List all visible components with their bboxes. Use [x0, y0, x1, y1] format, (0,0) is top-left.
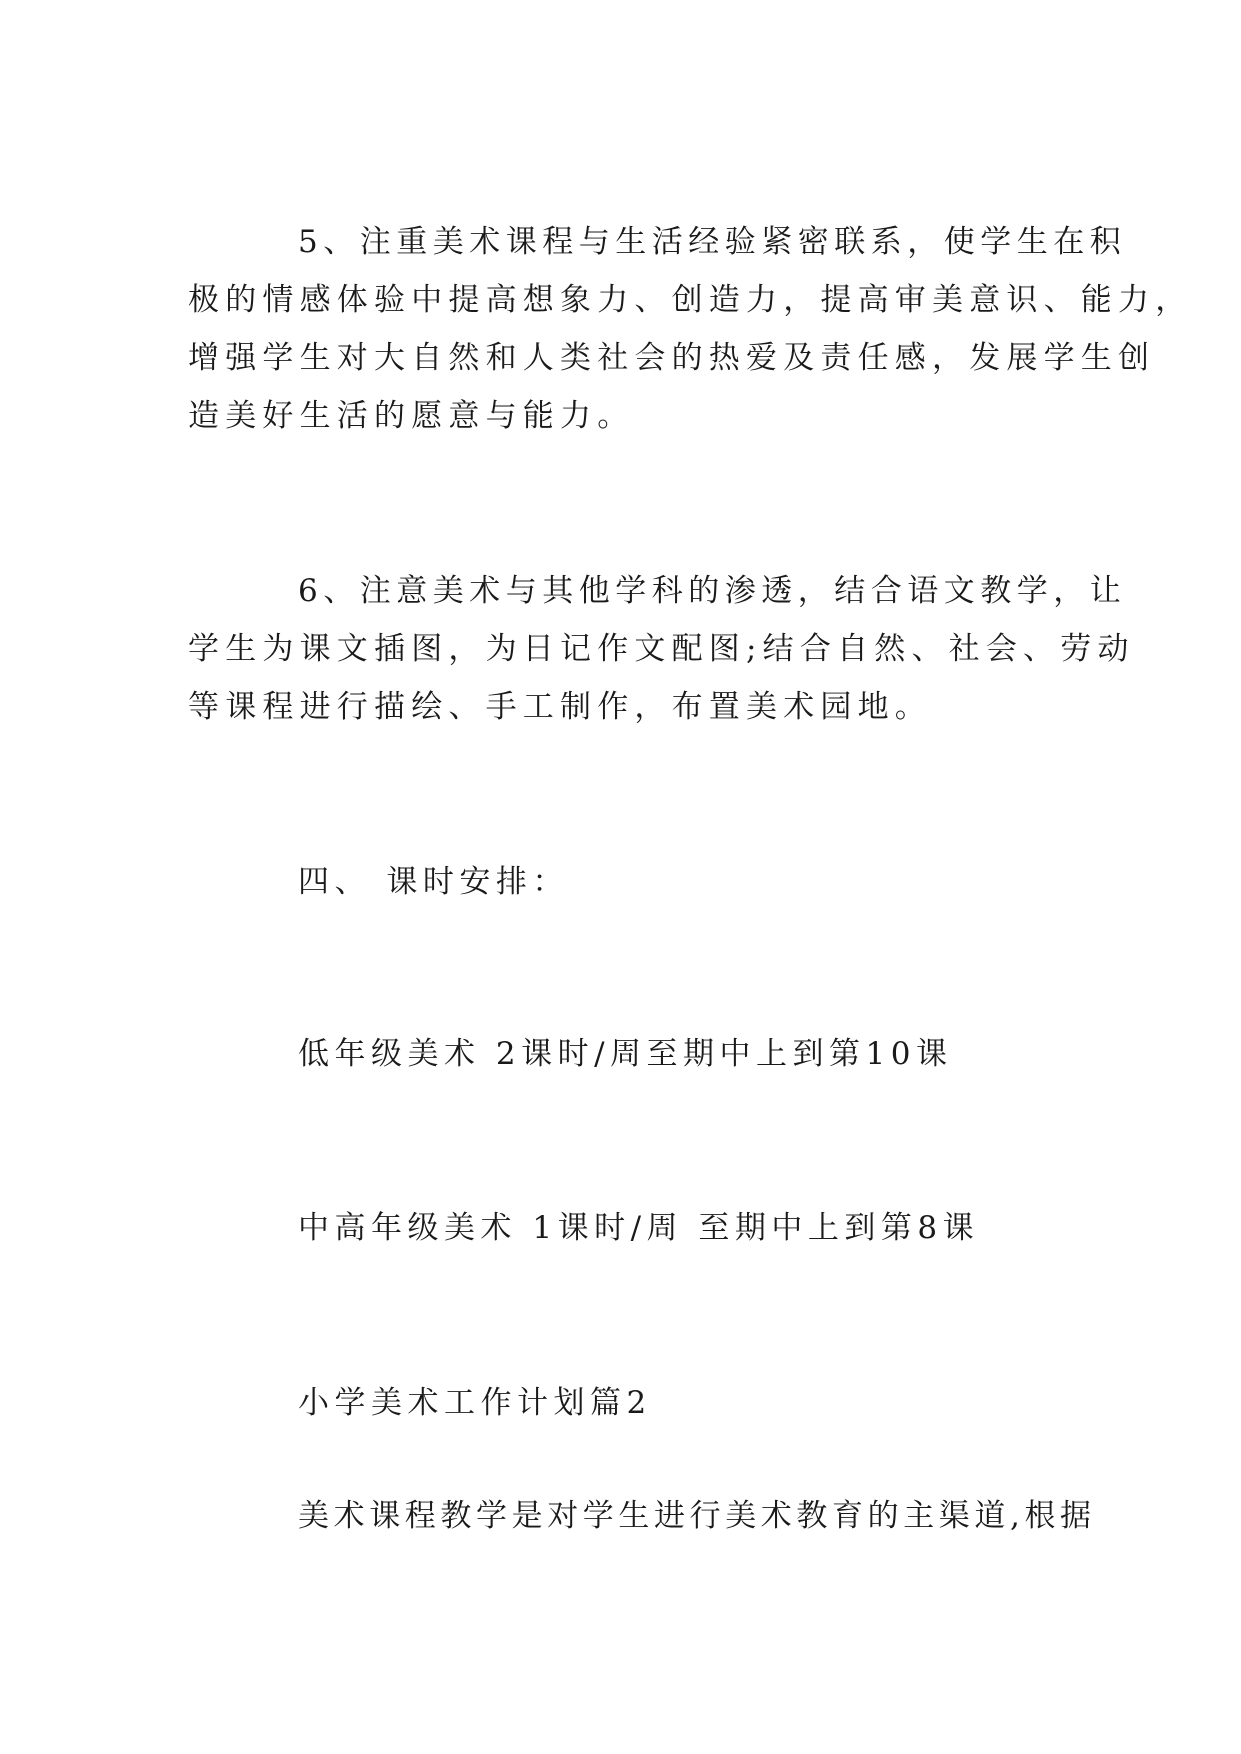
schedule-mid-high-grade: 中高年级美术 1课时/周 至期中上到第8课: [298, 1210, 980, 1246]
paragraph-6-line-1: 6、注意美术与其他学科的渗透，结合语文教学，让: [298, 573, 1127, 609]
article-title: 小学美术工作计划篇2: [298, 1385, 652, 1421]
paragraph-5-line-1: 5、注重美术课程与生活经验紧密联系，使学生在积: [298, 224, 1127, 260]
paragraph-6-line-3: 等课程进行描绘、手工制作，布置美术园地。: [188, 689, 932, 725]
paragraph-5-line-4: 造美好生活的愿意与能力。: [188, 398, 635, 434]
paragraph-6-line-2: 学生为课文插图，为日记作文配图;结合自然、社会、劳动: [188, 631, 1135, 667]
paragraph-5-line-3: 增强学生对大自然和人类社会的热爱及责任感，发展学生创: [188, 340, 1156, 376]
intro-line: 美术课程教学是对学生进行美术教育的主渠道,根据: [298, 1498, 1096, 1534]
paragraph-5-line-2: 极的情感体验中提高想象力、创造力，提高审美意识、能力，: [188, 282, 1193, 318]
schedule-low-grade: 低年级美术 2课时/周至期中上到第10课: [298, 1036, 953, 1072]
section-heading: 四、 课时安排：: [298, 864, 569, 900]
